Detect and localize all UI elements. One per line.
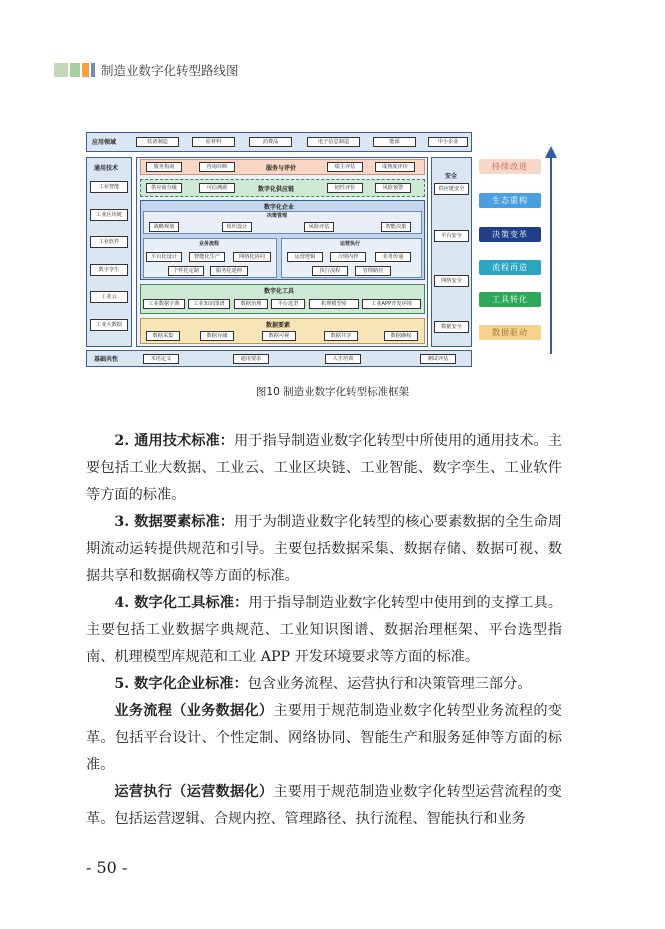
security-item: 网络安全 <box>434 275 469 287</box>
operation-item: 业务传递 <box>375 252 411 262</box>
service-item: 成熟度评价 <box>375 162 415 172</box>
stage-label: 数据驱动 <box>479 325 541 340</box>
framework-diagram <box>0 0 665 380</box>
paragraph-text: 包含业务流程、运营执行和决策管理三部分。 <box>247 676 532 692</box>
service-item: 咨询诊断 <box>199 162 235 172</box>
paragraph-lead: 运营执行（运营数据化） <box>114 784 274 800</box>
security-item: 数据安全 <box>434 321 469 333</box>
tools-item: 工业APP开发环境 <box>362 299 421 309</box>
paragraph <box>86 428 562 509</box>
service-item: 绩主评估 <box>327 162 363 172</box>
data-element-item: 数据确权 <box>384 331 418 341</box>
tools-item: 工业知识图谱 <box>188 299 230 309</box>
decision-item: 风险评估 <box>304 222 334 232</box>
paragraph-lead: 5. 数字化企业标准： <box>114 676 248 692</box>
paragraph-lead: 业务流程（业务数据化） <box>114 703 274 719</box>
tools-item: 数据治理 <box>234 299 268 309</box>
general-tech-item: 数字孪生 <box>90 264 128 276</box>
paragraph-text: 主要用于规范制造业数字化转型业务流程的变革。包括平台设计、个性定制、网络协同、智能生产和服务延伸等方面的标准。 <box>86 703 562 773</box>
tools-item: 工业数据字典 <box>143 299 185 309</box>
app-item: 电子信息制造 <box>307 137 360 147</box>
operation-item: 执行流程 <box>312 266 348 276</box>
general-tech-item: 工业大数据 <box>90 319 128 331</box>
data-element-item: 数据存储 <box>200 331 234 341</box>
paragraph-lead: 4. 数字化工具标准： <box>114 595 249 611</box>
data-elements-label: 数据要素 <box>266 322 291 329</box>
supply-item: 可信溯源 <box>199 183 235 193</box>
tools-label: 数字化工具 <box>264 288 295 295</box>
supply-item: 风险预警 <box>375 183 411 193</box>
stage-label: 流程再造 <box>479 260 541 275</box>
header-title: 制造业数字化转型路线图 <box>101 63 239 78</box>
decision-item: 智能决策 <box>381 222 411 232</box>
operation-label: 运营执行 <box>340 241 361 247</box>
supply-label: 数字化供应链 <box>258 186 295 193</box>
app-item: 装备制造 <box>136 137 179 147</box>
foundation-label: 基础共性 <box>94 356 119 363</box>
general-tech-item: 工业区块链 <box>90 209 128 221</box>
general-tech-item: 工业云 <box>90 291 128 303</box>
business-item: 智能化生产 <box>189 252 225 262</box>
app-item: 能源 <box>373 137 416 147</box>
security-label: 安全 <box>445 173 458 180</box>
foundation-item: 人才培训 <box>325 354 361 364</box>
stage-label: 持续改进 <box>479 159 541 174</box>
stage-label: 工具转化 <box>479 292 541 307</box>
paragraph-lead: 3. 数据要素标准： <box>114 514 235 530</box>
operation-item: 合规内控 <box>330 252 366 262</box>
tools-item: 平台选型 <box>271 299 305 309</box>
decision-label: 决策管理 <box>267 213 288 219</box>
decision-item: 战略规划 <box>149 222 179 232</box>
business-item: 服务化延伸 <box>210 266 248 276</box>
paragraph-text: 主要用于规范制造业数字化转型运营流程的变革。包括运营逻辑、合规内控、管理路径、执行流程、智能执行和业务 <box>86 784 562 827</box>
data-element-item: 数据可视 <box>262 331 296 341</box>
data-element-item: 数据共享 <box>324 331 358 341</box>
app-item: 消费品 <box>249 137 292 147</box>
paragraph <box>86 671 562 698</box>
service-item: 服务指南 <box>146 162 182 172</box>
figure-caption: 图10 制造业数字化转型标准框架 <box>255 386 410 398</box>
paragraph <box>86 698 562 779</box>
stage-label: 决策变革 <box>479 227 541 242</box>
app-item: 中小企业 <box>428 137 468 147</box>
general-tech-item: 工业智能 <box>90 181 128 193</box>
foundation-item: 通用要求 <box>233 354 269 364</box>
general-tech-item: 工业软件 <box>90 236 128 248</box>
supply-item: 韧性评价 <box>327 183 363 193</box>
foundation-item: 测试评估 <box>420 354 456 364</box>
paragraph-text: 用于指导制造业数字化转型中所使用的通用技术。主要包括工业大数据、工业云、工业区块链、工业智能、数字孪生、工业软件等方面的标准。 <box>86 433 562 503</box>
service-label: 服务与评价 <box>266 165 297 172</box>
business-label: 业务流程 <box>199 241 220 247</box>
stage-label: 生态重构 <box>479 193 541 208</box>
application-label: 应用领域 <box>92 139 117 146</box>
paragraph <box>86 590 562 671</box>
paragraph-lead: 2. 通用技术标准： <box>114 433 235 449</box>
general-tech-label: 通用技术 <box>94 165 119 172</box>
business-item: 个性化定制 <box>168 266 204 276</box>
operation-item: 管理路径 <box>355 266 391 276</box>
operation-item: 运营逻辑 <box>287 252 323 262</box>
paragraph <box>86 509 562 590</box>
foundation-item: 术语定义 <box>143 354 179 364</box>
paragraph <box>86 779 562 833</box>
enterprise-label: 数字化企业 <box>264 204 295 211</box>
paragraph-text: 用于为制造业数字化转型的核心要素数据的全生命周期流动运转提供规范和引导。主要包括数据采集、数据存储、数据可视、数据共享和数据确权等方面的标准。 <box>86 514 562 584</box>
app-item: 原材料 <box>192 137 235 147</box>
business-item: 平台化设计 <box>146 252 182 262</box>
business-item: 网络化协同 <box>233 252 271 262</box>
security-item: 平台安全 <box>434 230 469 242</box>
up-arrow-icon <box>544 146 558 356</box>
decision-item: 组织设计 <box>222 222 252 232</box>
data-element-item: 数据采集 <box>146 331 180 341</box>
page-number: - 50 - <box>86 858 128 877</box>
security-item: 供应链安全 <box>434 183 469 195</box>
paragraph-text: 用于指导制造业数字化转型中使用到的支撑工具。主要包括工业数据字典规范、工业知识图谱、数据治理框架、平台选型指南、机理模型库规范和工业 APP 开发环境要求等方面的标准。 <box>86 595 562 665</box>
tools-item: 机理模型库 <box>309 299 359 309</box>
supply-item: 供应商分级 <box>146 183 182 193</box>
